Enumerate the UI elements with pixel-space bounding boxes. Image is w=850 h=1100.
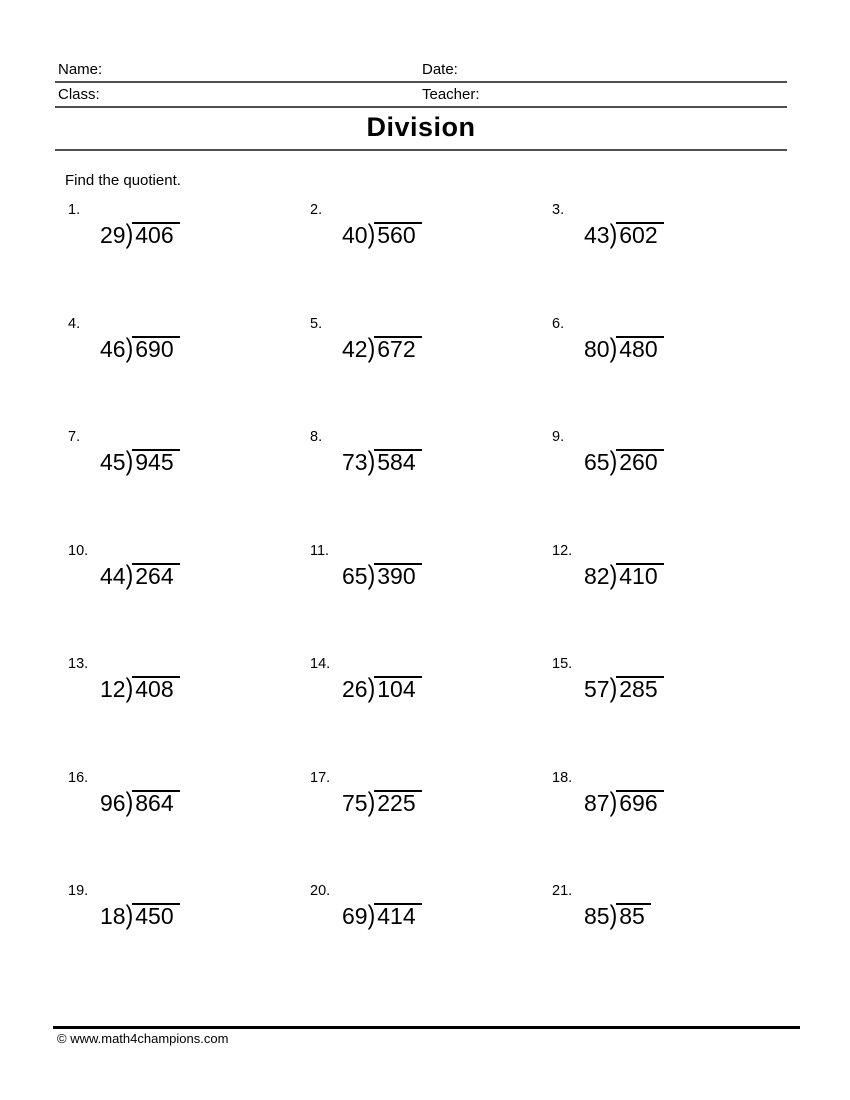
divisor-value: 69 (342, 903, 368, 929)
divisor-value: 42 (342, 335, 368, 362)
divisor-value: 43 (584, 222, 610, 248)
dividend-value: 264 (132, 563, 179, 588)
dividend-value: 410 (616, 563, 663, 588)
copyright-text: © www.math4champions.com (57, 1031, 229, 1046)
page-title: Division (366, 112, 476, 142)
dividend-value: 696 (616, 790, 663, 815)
divisor-value: 12 (100, 676, 126, 702)
problem-cell (55, 764, 297, 878)
problem-number: 9. (552, 429, 565, 445)
division-bracket-icon: ) (609, 899, 618, 930)
problem-number: 19. (68, 883, 89, 899)
date-label: Date: (422, 61, 458, 78)
division-bracket-icon: ) (609, 785, 618, 817)
problems-grid (55, 196, 790, 991)
dividend-value: 690 (132, 336, 179, 361)
problem-cell (539, 423, 781, 537)
problem-cell (297, 877, 539, 991)
division-bracket-icon: ) (125, 331, 134, 363)
division-bracket-icon: ) (367, 558, 376, 590)
divisor-value: 87 (584, 789, 610, 816)
long-division-expression (342, 899, 539, 930)
division-bracket-icon: ) (125, 445, 134, 476)
header-fields (55, 58, 787, 108)
division-bracket-icon: ) (609, 672, 618, 703)
problem-number: 21. (552, 883, 573, 899)
problem-number: 11. (310, 542, 330, 559)
class-teacher-row (55, 83, 787, 108)
problem-number: 8. (310, 429, 323, 445)
problem-number: 3. (552, 202, 565, 218)
class-label: Class: (58, 86, 100, 103)
divisor-value: 85 (584, 903, 610, 929)
dividend-value: 104 (374, 676, 421, 701)
problem-cell (539, 650, 781, 764)
divisor-value: 18 (100, 903, 126, 929)
division-bracket-icon: ) (367, 785, 376, 817)
problem-cell (297, 764, 539, 878)
division-bracket-icon: ) (367, 899, 376, 930)
problem-cell (55, 310, 297, 424)
long-division-expression (584, 785, 781, 817)
dividend-value: 864 (132, 790, 179, 815)
long-division-expression (584, 218, 781, 249)
division-bracket-icon: ) (125, 899, 134, 930)
dividend-value: 225 (374, 790, 421, 815)
dividend-value: 260 (616, 449, 663, 474)
divisor-value: 75 (342, 789, 368, 816)
divisor-value: 82 (584, 562, 610, 589)
long-division-expression (100, 899, 297, 930)
problem-number: 4. (68, 315, 81, 332)
dividend-value: 602 (616, 222, 663, 247)
problem-number: 7. (68, 429, 81, 445)
dividend-value: 85 (616, 903, 651, 928)
problem-number: 5. (310, 315, 323, 332)
problem-number: 18. (552, 769, 573, 786)
dividend-value: 560 (374, 222, 421, 247)
dividend-value: 390 (374, 563, 421, 588)
long-division-expression (342, 218, 539, 249)
problem-number: 2. (310, 202, 323, 218)
problem-cell (539, 764, 781, 878)
long-division-expression (100, 218, 297, 249)
dividend-value: 408 (132, 676, 179, 701)
name-label: Name: (58, 61, 103, 78)
long-division-expression (584, 899, 781, 930)
division-bracket-icon: ) (609, 218, 618, 249)
problem-number: 13. (68, 656, 89, 672)
problem-cell (297, 650, 539, 764)
problem-number: 1. (68, 202, 81, 218)
teacher-label: Teacher: (422, 86, 480, 103)
division-bracket-icon: ) (125, 218, 134, 249)
divisor-value: 73 (342, 449, 368, 475)
name-date-row (55, 58, 787, 83)
division-bracket-icon: ) (609, 331, 618, 363)
problem-number: 15. (552, 656, 573, 672)
long-division-expression (584, 558, 781, 590)
long-division-expression (342, 331, 539, 363)
division-bracket-icon: ) (125, 672, 134, 703)
problem-cell (297, 537, 539, 651)
division-bracket-icon: ) (125, 558, 134, 590)
long-division-expression (100, 672, 297, 703)
long-division-expression (584, 445, 781, 476)
dividend-value: 672 (374, 336, 421, 361)
division-bracket-icon: ) (609, 558, 618, 590)
problem-cell (297, 310, 539, 424)
long-division-expression (100, 558, 297, 590)
divisor-value: 26 (342, 676, 368, 702)
long-division-expression (100, 331, 297, 363)
long-division-expression (100, 785, 297, 817)
division-bracket-icon: ) (367, 445, 376, 476)
footer-rule (53, 1026, 800, 1029)
dividend-value: 945 (132, 449, 179, 474)
title-block (55, 110, 787, 151)
dividend-value: 480 (616, 336, 663, 361)
divisor-value: 96 (100, 789, 126, 816)
division-bracket-icon: ) (367, 331, 376, 363)
long-division-expression (584, 672, 781, 703)
division-bracket-icon: ) (609, 445, 618, 476)
problem-number: 17. (310, 769, 331, 786)
problem-cell (55, 423, 297, 537)
long-division-expression (342, 785, 539, 817)
dividend-value: 584 (374, 449, 421, 474)
dividend-value: 406 (132, 222, 179, 247)
divisor-value: 46 (100, 335, 126, 362)
dividend-value: 450 (132, 903, 179, 928)
long-division-expression (342, 445, 539, 476)
problem-cell (297, 423, 539, 537)
long-division-expression (342, 558, 539, 590)
problem-cell (55, 537, 297, 651)
dividend-value: 285 (616, 676, 663, 701)
dividend-value: 414 (374, 903, 421, 928)
problem-number: 12. (552, 542, 573, 559)
divisor-value: 29 (100, 222, 126, 248)
division-bracket-icon: ) (367, 672, 376, 703)
problem-number: 16. (68, 769, 89, 786)
divisor-value: 65 (342, 562, 368, 589)
division-bracket-icon: ) (125, 785, 134, 817)
problem-number: 14. (310, 656, 331, 672)
problem-cell (55, 877, 297, 991)
problem-cell (539, 537, 781, 651)
problem-cell (55, 650, 297, 764)
divisor-value: 65 (584, 449, 610, 475)
problem-cell (55, 196, 297, 310)
problem-cell (539, 310, 781, 424)
problem-number: 10. (68, 542, 89, 559)
problem-cell (539, 877, 781, 991)
long-division-expression (584, 331, 781, 363)
divisor-value: 80 (584, 335, 610, 362)
divisor-value: 45 (100, 449, 126, 475)
long-division-expression (342, 672, 539, 703)
problem-number: 6. (552, 315, 565, 332)
division-bracket-icon: ) (367, 218, 376, 249)
problem-number: 20. (310, 883, 331, 899)
divisor-value: 44 (100, 562, 126, 589)
divisor-value: 57 (584, 676, 610, 702)
long-division-expression (100, 445, 297, 476)
divisor-value: 40 (342, 222, 368, 248)
problem-cell (539, 196, 781, 310)
problem-cell (297, 196, 539, 310)
instruction-text: Find the quotient. (65, 172, 181, 189)
